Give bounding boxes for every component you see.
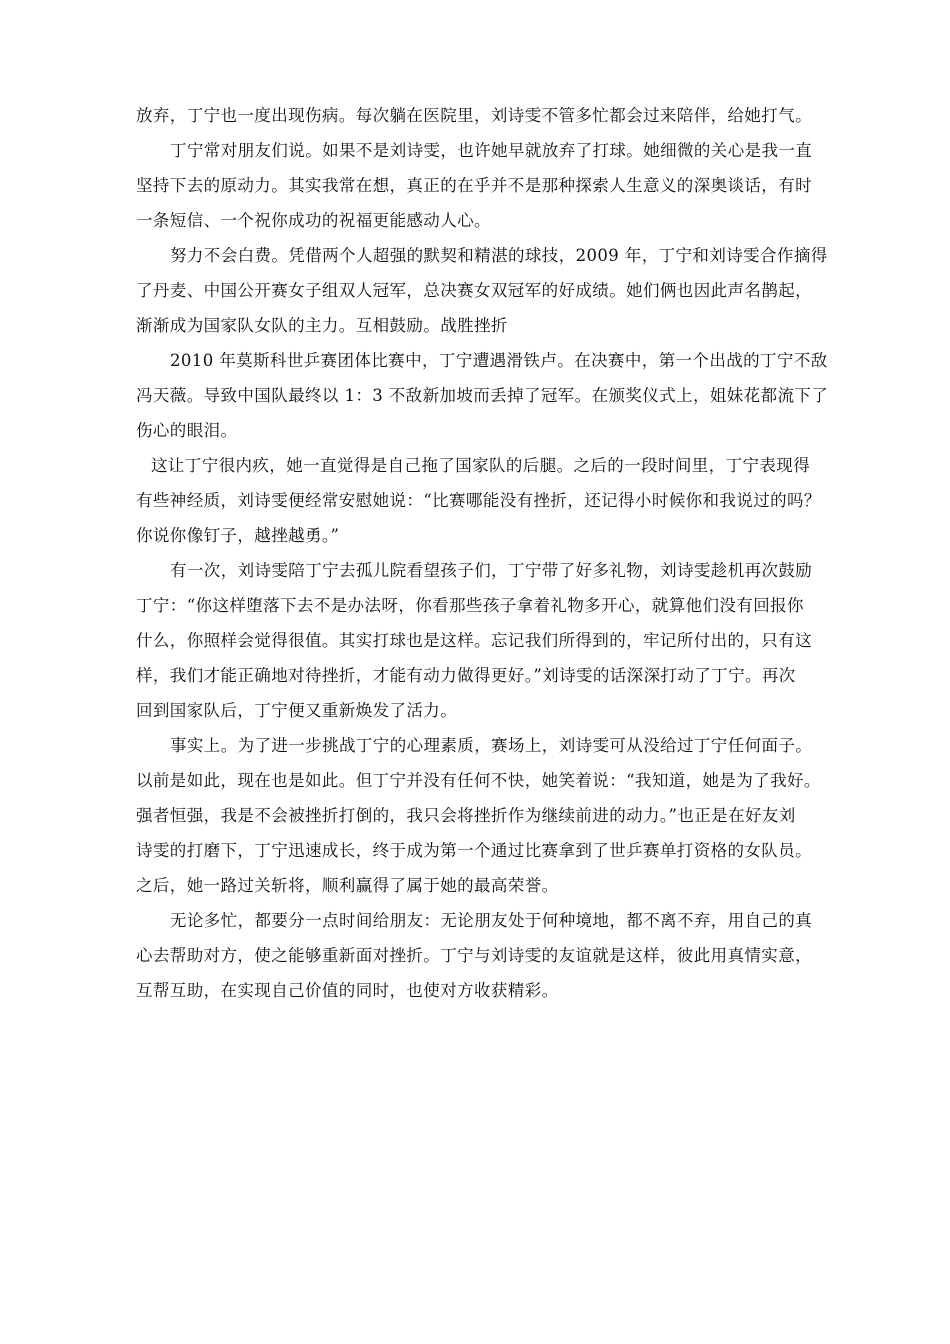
text-line: 之后，她一路过关斩将，顺利赢得了属于她的最高荣誉。 (136, 876, 559, 895)
paragraph-start-line: 努力不会白费。凭借两个人超强的默契和精湛的球技，2009 年，丁宁和刘诗雯合作摘得 (170, 246, 828, 265)
text-line: 了丹麦、中国公开赛女子组双人冠军，总决赛女双冠军的好成绩。她们俩也因此声名鹊起， (136, 281, 812, 300)
text-line: 什么，你照样会觉得很值。其实打球也是这样。忘记我们所得到的，牢记所付出的，只有这 (136, 631, 812, 650)
text-line: 你说你像钉子，越挫越勇。” (136, 526, 340, 545)
paragraph-start-line: 丁宁常对朋友们说。如果不是刘诗雯，也许她早就放弃了打球。她细微的关心是我一直 (170, 141, 813, 160)
text-line: 渐渐成为国家队女队的主力。互相鼓励。战胜挫折 (136, 316, 508, 335)
text-line: 冯天薇。导致中国队最终以 1：3 不敌新加坡而丢掉了冠军。在颁奖仪式上，姐妹花都流下了 (136, 386, 829, 405)
text-line: 丁宁：“你这样堕落下去不是办法呀，你看那些孩子拿着礼物多开心，就算他们没有回报你 (136, 596, 804, 615)
text-line: 互帮互助，在实现自己价值的同时，也使对方收获精彩。 (136, 981, 559, 1000)
text-line: 心去帮助对方，使之能够重新面对挫折。丁宁与刘诗雯的友谊就是这样，彼此用真情实意， (136, 946, 812, 965)
text-line: 坚持下去的原动力。其实我常在想，真正的在乎并不是那种探索人生意义的深奥谈话，有时 (136, 176, 812, 195)
text-line: 强者恒强，我是不会被挫折打倒的，我只会将挫折作为继续前进的动力。”也正是在好友刘 (136, 806, 796, 825)
text-line: 诗雯的打磨下，丁宁迅速成长，终于成为第一个通过比赛拿到了世乒赛单打资格的女队员。 (136, 841, 812, 860)
text-line: 放弃，丁宁也一度出现伤病。每次躺在医院里，刘诗雯不管多忙都会过来陪伴，给她打气。 (136, 106, 812, 125)
text-line: 样，我们才能正确地对待挫折，才能有动力做得更好。”刘诗雯的话深深打动了丁宁。再次 (136, 666, 796, 685)
text-line: 伤心的眼泪。 (136, 421, 238, 440)
paragraph-start-line: 无论多忙，都要分一点时间给朋友：无论朋友处于何种境地，都不离不弃，用自己的真 (170, 911, 813, 930)
article-body (136, 98, 832, 1008)
paragraph-start-line: 事实上。为了进一步挑战丁宁的心理素质，赛场上，刘诗雯可从没给过丁宁任何面子。 (170, 736, 813, 755)
paragraph-start-line: 2010 年莫斯科世乒赛团体比赛中，丁宁遭遇滑铁卢。在决赛中，第一个出战的丁宁不敌 (170, 351, 828, 370)
text-line: 以前是如此，现在也是如此。但丁宁并没有任何不快，她笑着说：“我知道，她是为了我好。 (136, 771, 821, 790)
paragraph-start-line: 有一次，刘诗雯陪丁宁去孤儿院看望孩子们，丁宁带了好多礼物，刘诗雯趁机再次鼓励 (170, 561, 813, 580)
paragraph-start-line: 这让丁宁很内疚，她一直觉得是自己拖了国家队的后腿。之后的一段时间里，丁宁表现得 (151, 456, 811, 475)
text-line: 一条短信、一个祝你成功的祝福更能感动人心。 (136, 211, 491, 230)
text-line: 回到国家队后，丁宁便又重新焕发了活力。 (136, 701, 458, 720)
text-line: 有些神经质，刘诗雯便经常安慰她说：“比赛哪能没有挫折，还记得小时候你和我说过的吗？ (136, 491, 821, 510)
